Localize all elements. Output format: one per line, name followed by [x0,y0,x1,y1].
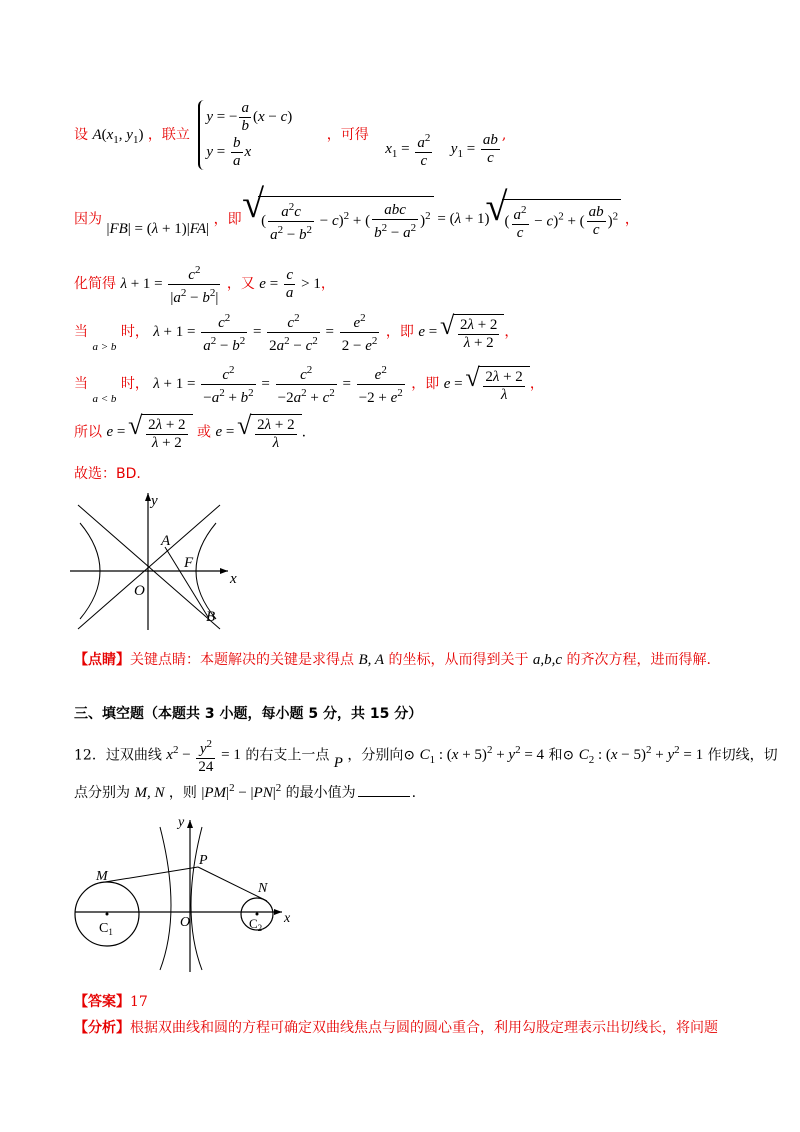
solution-line-3: 化简得 λ + 1 = $\frac{c^2}{|a^2 - b^2|}$ ，又 e = $\frac{c}{a}$ > 1， [74,264,335,306]
circle-c1-equation: $C_1$ : $(x + 5)^2 + y^2 = 4$ [419,744,545,767]
keypoint-points: B, A [358,652,385,668]
answer-blank[interactable] [358,796,410,797]
analysis-line [74,1018,718,1038]
center-c1 [106,913,109,916]
text-set: 设 [74,127,88,143]
fig2-left-branch [160,827,171,970]
text-when-2: 当 [74,375,88,392]
fig1-y-label: y [151,493,158,509]
solution-line-1: 设 $A(x_1$, $y_1$) ，联立 y = − $\frac{a}{b}$ (x − c) y = $\frac{b}{a}$ x ，可得 $x_1$ = $\frac{a^2}{c}$ $y_1$ = $\frac{ab}{c}$ , [74,100,507,169]
analysis-label: 【分析】 [74,1020,130,1036]
analysis-text: 根据双曲线和圆的方程可确定双曲线焦点与圆的圆心重合，利用勾股定理表示出切线长，将问题 [130,1020,718,1036]
case1-result: e = √ $\frac{2\lambda + 2}{\lambda + 2}$ [418,324,504,340]
hyperbola-figure [70,485,250,630]
keypoint-label: 【点睛】 [74,652,130,668]
keypoint-text: 关键点睛：本题解决的关键是求得点 [130,652,354,668]
solution-line-2: 因为 |FB| = (λ + 1)|FA| ，即 √ ( $\frac{a^2c}{a^2 - b^2}$ − c)$^2$ + ( $\frac{\text{abc}}{b^2 - a^2}$ )$^2$ = (λ + 1)√ ( $\frac{a^2}{c}$ − c)$^2$ + ( $\frac{ab}{c}$ )$^2$ ， [74,196,639,244]
text-time-2: 时， [120,375,149,392]
problem12-line-1 [74,736,778,776]
text-time: 时， [120,323,149,340]
text-namely: ，即 [213,211,242,228]
fig2-x-axis-arrow [274,909,282,915]
text-therefore: 所以 [74,424,102,441]
keypoint-vars: a,b,c [532,652,563,668]
text-or: 或 [197,424,212,441]
tangent-figure [70,812,300,977]
tangent-pm [105,867,198,882]
problem12-text-4: 作切线，切 [707,747,778,764]
points-mn: M, N [134,785,165,801]
fig2-y-label: y [178,815,185,830]
keypoint-text-2: 的坐标，从而得到关于 [388,652,529,668]
text-when: 当 [74,323,88,340]
fig1-a-label: A [161,533,171,549]
text-namely-3: ，即 [411,375,440,392]
hyperbola-equation: $x^2$ − $\frac{y^2}{24}$ = 1 [166,738,241,775]
problem12-text-7: 的最小值为 [285,785,356,801]
final-result-1: e = √ $\frac{2\lambda + 2}{\lambda + 2}$ [106,424,192,440]
fig2-c2-label: $C_2$ [249,916,263,933]
y1-value: $y_1$ = $\frac{ab}{c}$ [450,132,498,167]
lambda-simplified: λ + 1 = $\frac{c^2}{|a^2 - b^2|}$ [120,264,219,306]
point-a-coords: $A(x_1$, $y_1$) [92,127,144,146]
distance-equation: √ ( $\frac{a^2c}{a^2 - b^2}$ − c)$^2$ + ( $\frac{\text{abc}}{b^2 - a^2}$ )$^2$ = (λ + 1)√ ( $\frac{a^2}{c}$ − c)$^2$ + ( $\frac{ab}{c}$ )$^2$ [246,211,625,227]
problem12-end: . [411,785,417,801]
fb-fa-relation: |FB| = (λ + 1)|FA| [106,221,210,238]
fig2-p-label: P [199,853,208,868]
fig1-o-label: O [134,583,145,599]
case1-equation: λ + 1 = $\frac{c^2}{a^2 - b^2}$ = $\frac{c^2}{2a^2 - c^2}$ = $\frac{e^2}{2 - e^2}$ [153,312,378,354]
case2-equation: λ + 1 = $\frac{c^2}{-a^2 + b^2}$ = $\frac{c^2}{-2a^2 + c^2}$ = $\frac{e^2}{-2 + e^2}$ [153,364,403,406]
text-because: 因为 [74,211,102,228]
point-p: P [333,755,343,772]
fig2-x-label: x [284,911,291,926]
condition-a-gt-b: a > b [92,340,117,353]
equation-system: y = − $\frac{a}{b}$ (x − c) y = $\frac{b}{a}$ x [198,100,292,170]
fig2-c1-label: $C_1$ [99,921,113,937]
problem12-text-6: ，则 [168,785,197,801]
eccentricity-def: e = $\frac{c}{a}$ > 1 [259,267,321,301]
problem12-number: 12．过双曲线 [74,747,162,764]
tangent-pn [198,867,267,901]
final-result-2: e = √ $\frac{2\lambda + 2}{\lambda}$ [215,424,301,440]
problem12-text-5: 点分别为 [74,785,130,801]
condition-a-lt-b: a < b [92,392,117,405]
section-heading: 三、填空题（本题共 3 小题，每小题 5 分，共 15 分） [74,706,423,722]
fig2-o-label: O [180,915,191,930]
text-also: ，又 [226,275,255,292]
fig2-n-label: N [258,881,268,896]
case2-result: e = √ $\frac{2\lambda + 2}{\lambda}$ [444,376,530,392]
text-simplify: 化简得 [74,275,116,292]
keypoint-line [74,650,711,670]
answer-label: 【答案】 [74,994,130,1010]
solution-line-4: 当 $_{a > b}$ 时， λ + 1 = $\frac{c^2}{a^2 - b^2}$ = $\frac{c^2}{2a^2 - c^2}$ = $\frac{e^2}{2 - e^2}$ ，即 e = √ $\frac{2\lambda + 2}{\lambda + 2}$ ， [74,310,518,355]
text-get: ，可得 [326,127,369,143]
fig1-f-label: F [184,555,194,571]
text-combine: ，联立 [147,127,190,143]
answer-choice: 故选：BD. [74,466,141,482]
fig1-x-label: x [230,571,237,587]
problem12-text-2: ，分别向⊙ [347,747,416,764]
solution-line-6: 所以 e = √ $\frac{2\lambda + 2}{\lambda + 2}$ 或 e = √ $\frac{2\lambda + 2}{\lambda}$ . [74,414,306,452]
fig2-m-label: M [96,869,108,884]
solution-line-5: 当 $_{a < b}$ 时， λ + 1 = $\frac{c^2}{-a^2 + b^2}$ = $\frac{c^2}{-2a^2 + c^2}$ = $\frac{e^2}{-2 + e^2}$ ，即 e = √ $\frac{2\lambda + 2}{\lambda}$ ， [74,362,544,407]
problem12-line-2 [74,778,416,803]
text-namely-2: ，即 [385,323,414,340]
answer-line [74,992,148,1012]
x1-value: $x_1$ = $\frac{a^2}{c}$ [385,131,431,169]
fig2-right-branch [191,827,202,970]
problem12-text-3: 和⊙ [548,747,575,764]
fig2-y-axis-arrow [187,820,193,828]
fig1-b-label: B [206,609,216,625]
circle-c2-equation: $C_2$ : $(x - 5)^2 + y^2 = 1$ [578,744,704,767]
x-axis-arrow [220,568,228,574]
keypoint-text-3: 的齐次方程，进而得解. [566,652,711,668]
problem12-text-1: 的右支上一点 [245,747,330,764]
answer-value: 17 [130,994,148,1010]
expression-pm-pn: $|PM|^2 - |PN|^2$ [201,782,282,801]
